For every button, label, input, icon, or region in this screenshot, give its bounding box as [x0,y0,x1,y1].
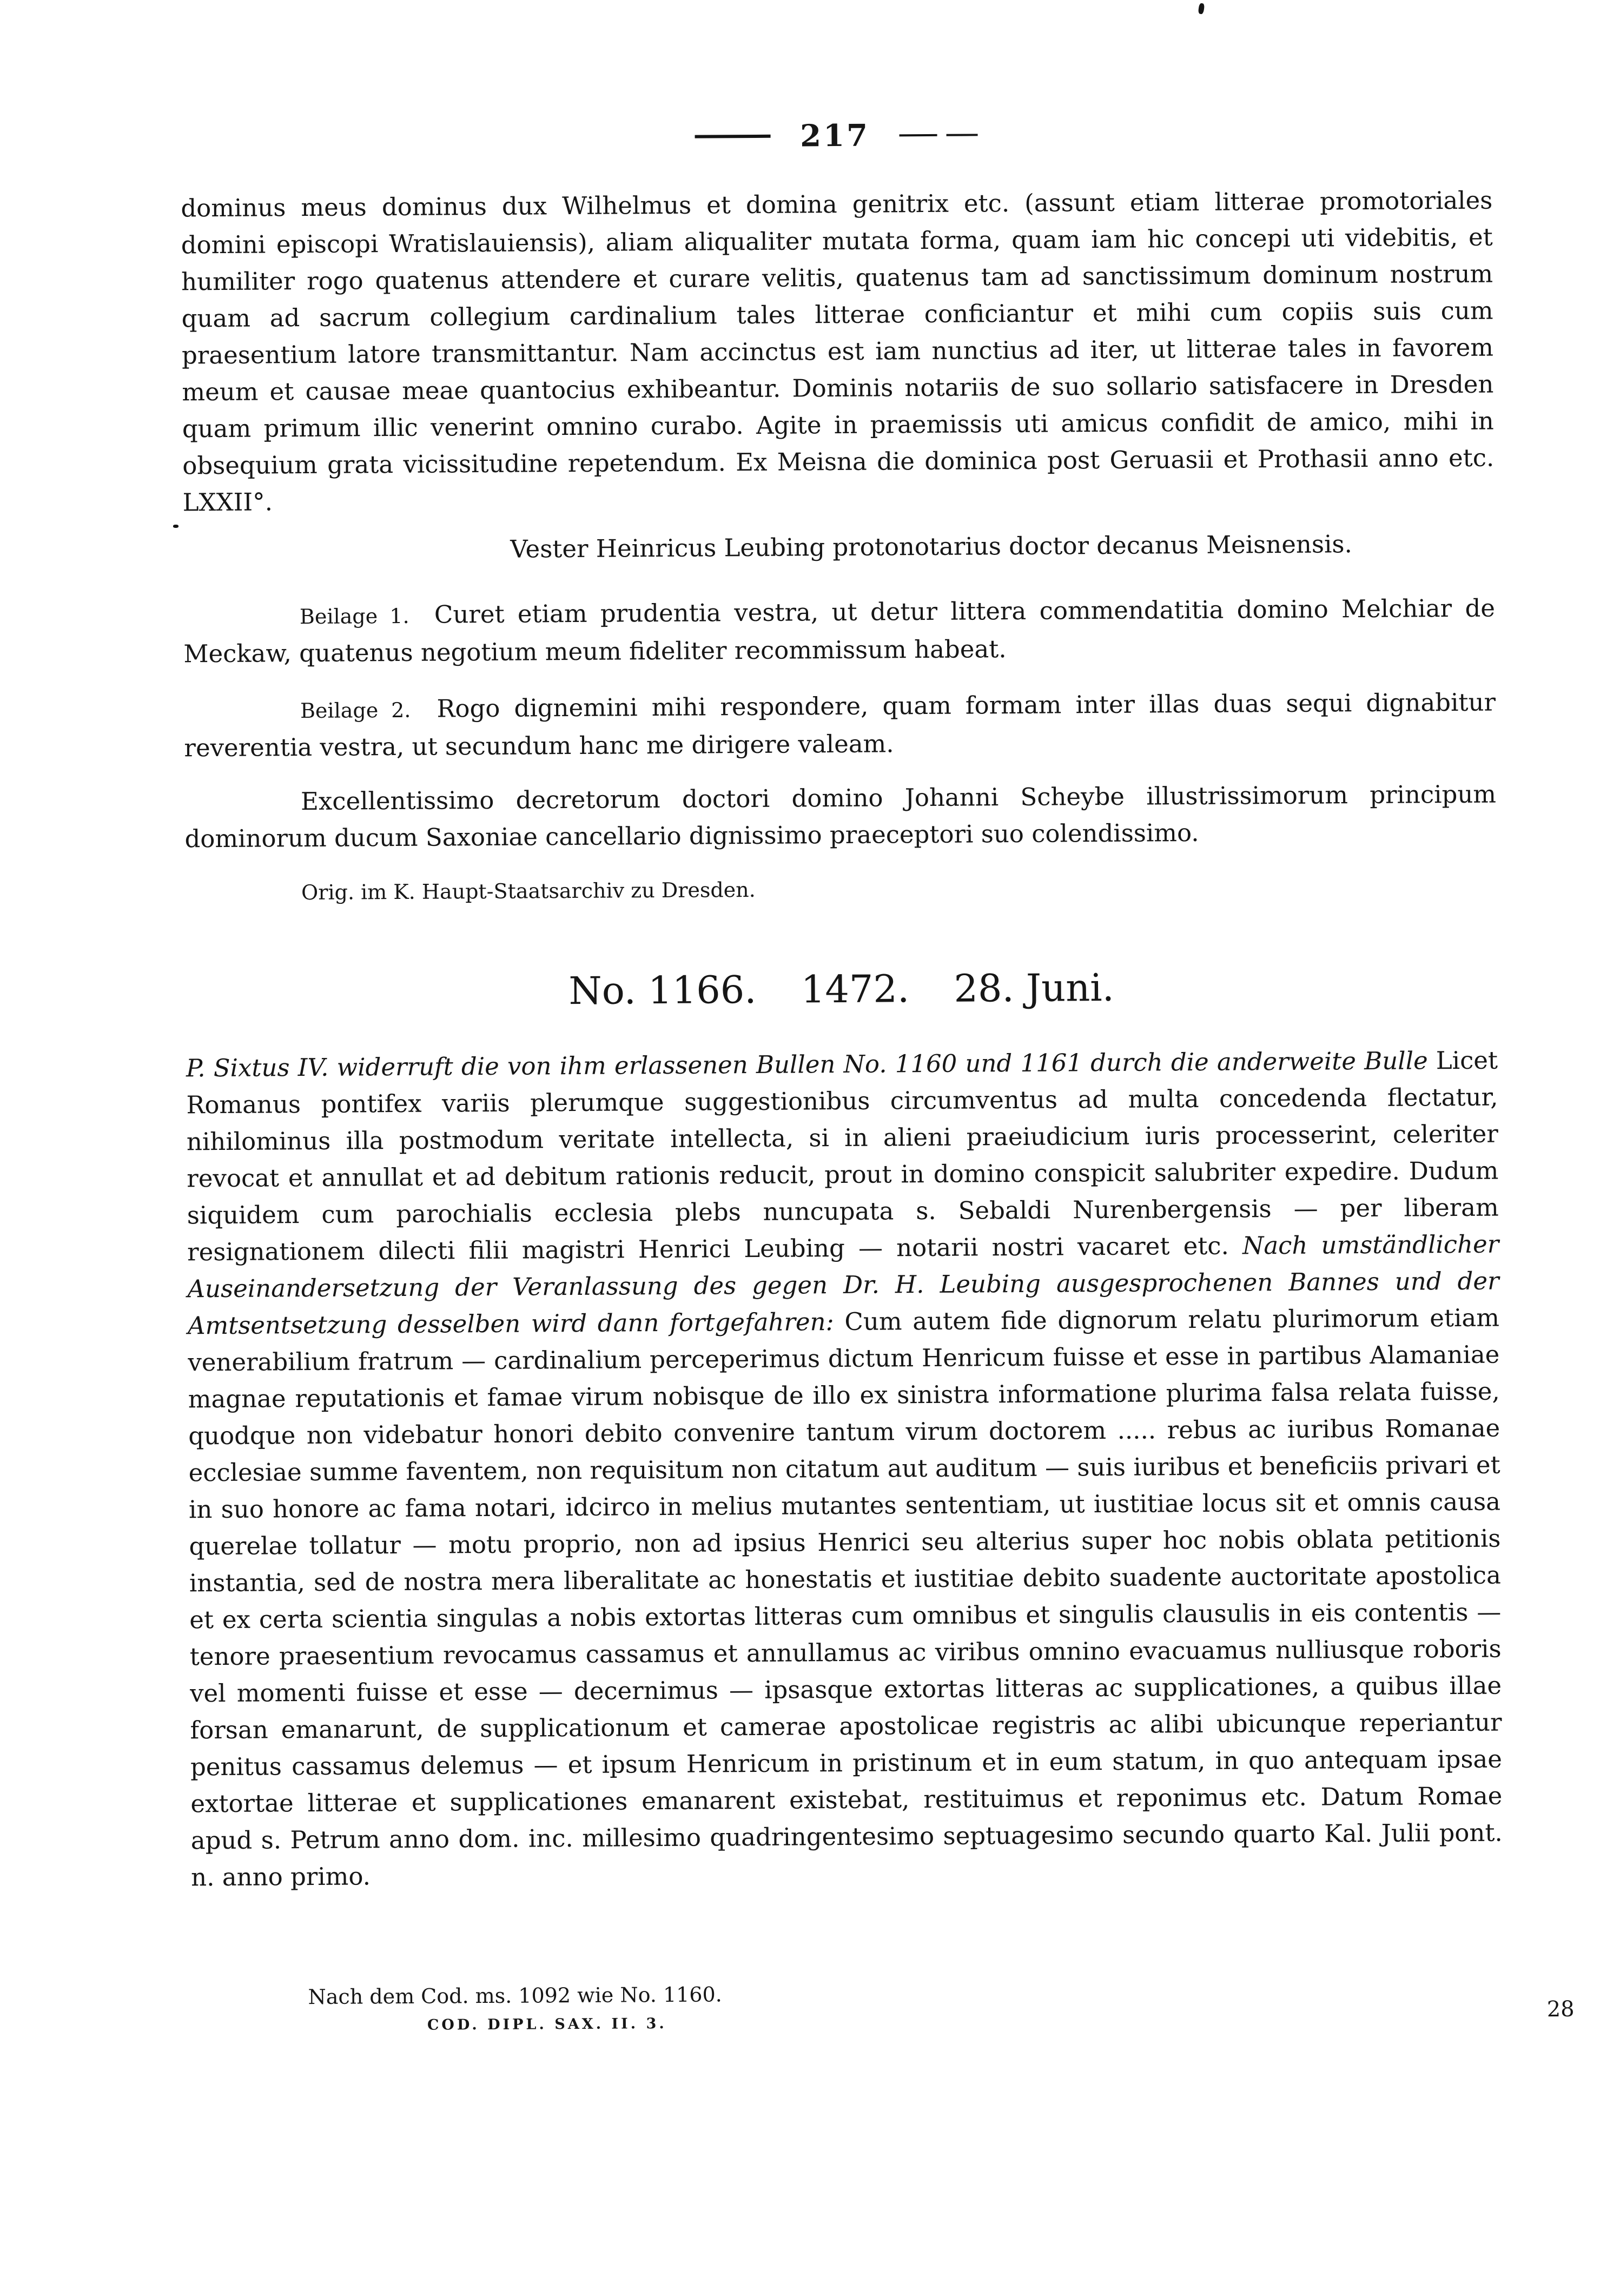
entry-number: No. 1166. [568,967,757,1014]
series-footer: COD. DIPL. SAX. II. 3. [427,2015,667,2034]
beilage-1-text: Curet etiam prudentia vestra, ut detur littera commendatitia domino Melchiar de Meckaw, quatenus negotium meum fideliter recommissum habeat. [183,593,1496,669]
header-rule-right [900,134,937,136]
page-header [180,114,1492,158]
ink-speck [173,525,178,528]
regest-intro-italic: P. Sixtus IV. widerruft die von ihm erlassenen Bullen No. 1160 und 1161 durch die anderweite Bulle [186,1046,1436,1083]
entry-heading [186,963,1497,1016]
entry-date: 28. Juni. [954,965,1115,1011]
entry-year: 1472. [801,967,910,1012]
bull-text-latin-continued: Cum autem fide dignorum relatu plurimorum etiam venerabilium fratrum — cardinalium perceperimus dictum Henricum fuisse et esse in partibus Alamaniae magnae reputationis et famae virum nobisque de illo ex sinistra informatione plurima falsa relata fuisse, quodque non videbatur honori debito convenire tantum virum doctorem ..... rebus ac iuribus Romanae ecclesiae summe faventem, non requisitum non citatum aut auditum — suis iuribus et beneficiis privari et in suo honore ac fama notari, idcirco in melius mutantes sententiam, ut iustitiae locus sit et omnis causa querelae tollatur — motu proprio, non ad ipsius Henrici seu alterius super hoc nobis oblata petitionis instantia, sed de nostra mera liberalitate ac honestatis et iustitiae debito suadente auctoritate apostolica et ex certa scientia singulas a nobis extortas litteras cum omnibus et singulis clausulis in eis contentis — tenore praesentium revocamus cassamus et annullamus ac viribus omnino evacuamus nulliusque roboris vel momenti fuisse et esse — decernimus — ipsasque extortas litteras ac supplicationes, a quibus illae forsan emanarunt, de supplicationum et camerae apostolicae registris ac alibi ubicunque reperiantur penitus cassamus delemus — et ipsum Henricum in pristinum et in eum statum, in quo antequam ipsae extortae litterae et supplicationes emanarent existebat, restituimus et reponimus etc. Datum Romae apud s. Petrum anno dom. inc. millesimo quadringentesimo septuagesimo secundo quarto Kal. Julii pont. n. anno primo. [188,1303,1503,1892]
header-rule-right-2 [947,134,978,136]
page-content [180,0,1575,2296]
codex-source-note: Nach dem Cod. ms. 1092 wie No. 1160. [308,1982,722,2009]
regest-note-italic: Nach umständlicher Auseinandersetzung der Veranlassung des gegen Dr. H. Leubing ausgesprochenen Bannes und der Amtsentsetzung desselben wird dann fortgefahren: [187,1229,1499,1340]
beilage-1-paragraph [183,590,1496,673]
beilage-2-paragraph [184,684,1496,767]
page-number: 217 [799,117,870,154]
sheet-number: 28 [1546,1996,1575,2022]
address-paragraph: Excellentissimo decretorum doctori domino Johanni Scheybe illustrissimorum principum dominorum ducum Saxoniae cancellario dignissimo praeceptori suo colendissimo. [184,779,1497,853]
archive-source-note: Orig. im K. Haupt-Staatsarchiv zu Dresden. [301,877,756,905]
beilage-1-label: Beilage 1. [299,604,409,629]
header-rule-left [695,135,770,138]
entry-body-paragraph [186,1042,1503,1896]
beilage-2-text: Rogo dignemini mihi respondere, quam formam inter illas duas sequi dignabitur reverentia vestra, ut secundum hanc me dirigere valeam. [184,687,1496,763]
bull-text-latin: Licet Romanus pontifex variis plerumque suggestionibus circumventus ad multa concedenda flectatur, nihilominus illa postmodum veritate intellecta, si in alieni praeiudicium iuris processerint, celeriter revocat et annullat et ad debitum rationis reducit, prout in domino conspicit salubriter expedire. Dudum siquidem cum parochialis ecclesia plebs nuncupata s. Sebaldi Nurenbergensis — per liberam resignationem dilecti filii magistri Henrici Leubing — notarii nostri vacaret etc. [186,1046,1499,1267]
letter-continuation-paragraph: dominus meus dominus dux Wilhelmus et domina genitrix etc. (assunt etiam litterae promotoriales domini episcopi Wratislauiensis), aliam aliqualiter mutata forma, quam iam hic concepi uti videbitis, et humiliter rogo quatenus attendere et curare velitis, quatenus tam ad sanctissimum dominum nostrum quam ad sacrum collegium cardinalium tales litterae conficiantur et mihi cum copiis suis cum praesentium latore transmittantur. Nam accinctus est iam nunctius ad iter, ut litterae tales in favorem meum et causae meae quantocius exhibeantur. Dominis notariis de suo sollario satisfacere in Dresden quam primum illic venerint omnino curabo. Agite in praemissis uti amicus confidit de amico, mihi in obsequium grata vicissitudine repetendum. Ex Meisna die dominica post Geruasii et Prothasii anno etc. LXXII°. [181,186,1495,517]
signature-line: Vester Heinricus Leubing protonotarius doctor decanus Meisnensis. [510,530,1352,564]
beilage-2-label: Beilage 2. [300,698,411,723]
